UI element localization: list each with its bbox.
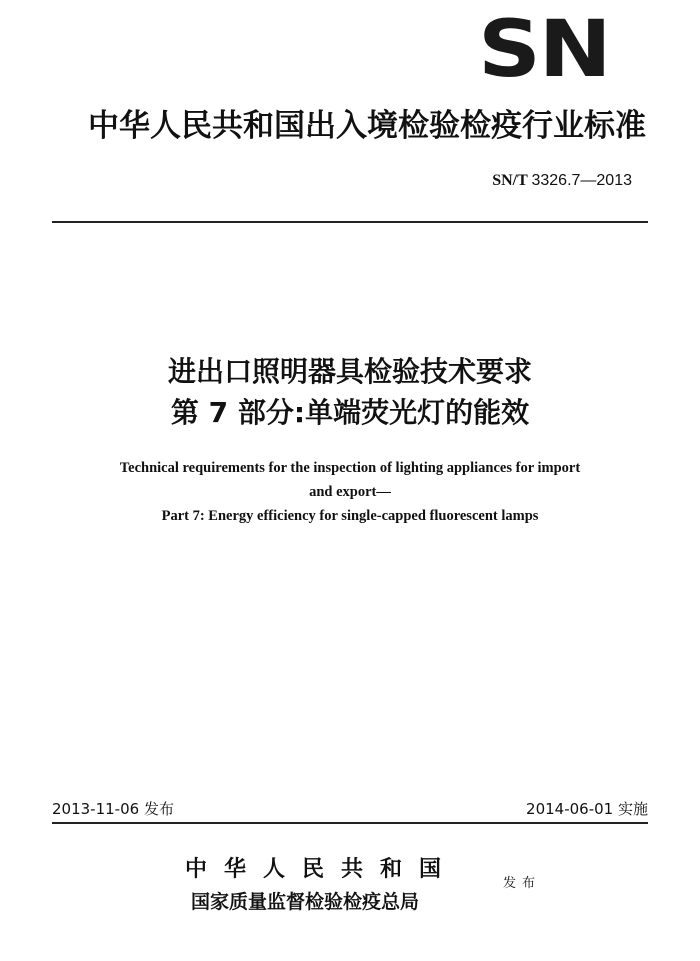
chinese-title-line-1: 进出口照明器具检验技术要求 [167, 355, 532, 388]
footer-divider [52, 822, 648, 824]
english-title-line-1: Technical requirements for the inspection of lighting appliances for import [119, 460, 581, 476]
industry-standard-title: 中华人民共和国出入境检验检疫行业标准 [88, 108, 646, 144]
standard-code-prefix: SN/T [492, 172, 528, 189]
standard-code-number: 3326.7—2013 [531, 172, 632, 189]
sn-logo: SN [478, 5, 610, 95]
issue-date: 2013-11-06 发布 [52, 800, 174, 818]
standard-code [430, 172, 632, 190]
header-divider [52, 221, 648, 223]
issuer-country: 中华人民共和国 [185, 856, 459, 882]
chinese-title-line-2: 第 7 部分:单端荧光灯的能效 [170, 396, 530, 429]
english-title-line-2: and export— [309, 484, 391, 500]
english-title-line-3: Part 7: Energy efficiency for single-capped fluorescent lamps [161, 508, 539, 524]
effective-date: 2014-06-01 实施 [526, 800, 648, 818]
publish-label: 发布 [503, 876, 542, 891]
issuer-agency: 国家质量监督检验检疫总局 [191, 891, 420, 913]
